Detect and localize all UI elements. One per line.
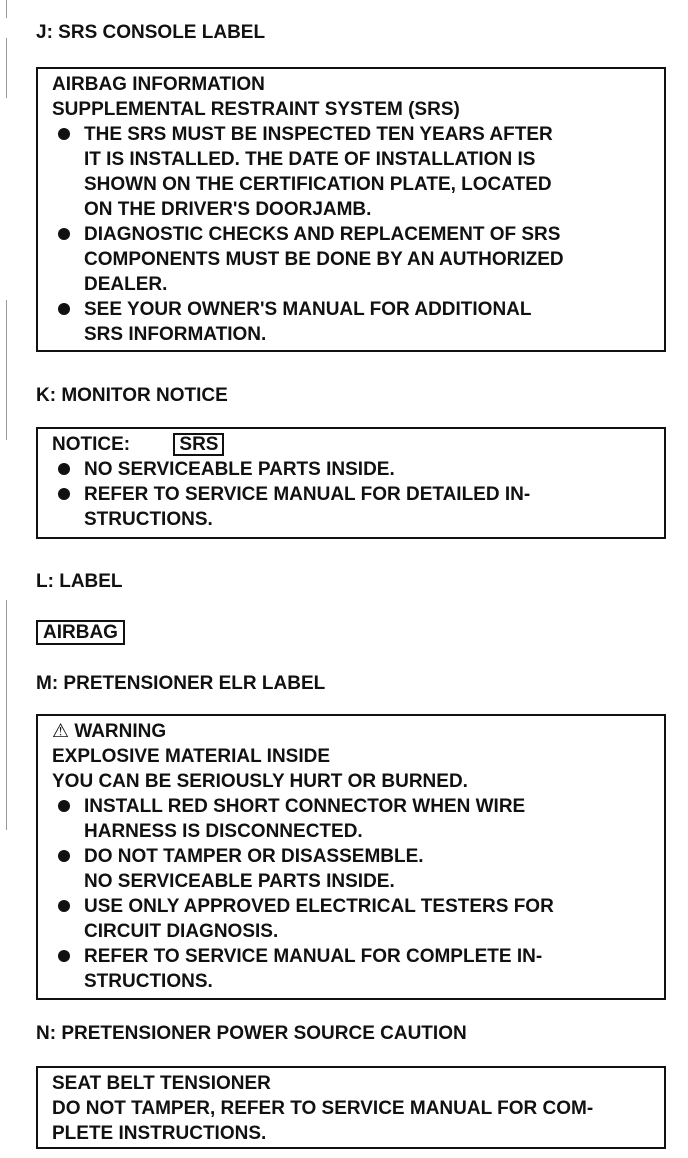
bullet-line: HARNESS IS DISCONNECTED. — [84, 821, 363, 842]
label-title: AIRBAG INFORMATION — [52, 74, 265, 95]
bullet-item — [52, 894, 656, 944]
bullet-item — [52, 297, 656, 347]
warning-title-row — [52, 719, 656, 744]
margin-rule — [6, 38, 7, 98]
bullet-line: THE SRS MUST BE INSPECTED TEN YEARS AFTER — [84, 124, 553, 145]
bullet-line: REFER TO SERVICE MANUAL FOR COMPLETE IN- — [84, 946, 543, 967]
bullet-item — [52, 944, 656, 994]
bullet-line: IT IS INSTALLED. THE DATE OF INSTALLATION IS — [84, 149, 536, 170]
bullet-line: NO SERVICEABLE PARTS INSIDE. — [84, 871, 395, 892]
bullet-line: DEALER. — [84, 274, 168, 295]
bullet-line: ON THE DRIVER'S DOORJAMB. — [84, 199, 372, 220]
notice-row — [52, 432, 656, 457]
margin-rule — [6, 600, 7, 830]
warning-line: YOU CAN BE SERIOUSLY HURT OR BURNED. — [52, 771, 468, 792]
margin-rule — [6, 0, 7, 18]
bullet-item — [52, 482, 656, 532]
bullet-line: STRUCTIONS. — [84, 971, 213, 992]
bullet-item — [52, 222, 656, 297]
bullet-line: USE ONLY APPROVED ELECTRICAL TESTERS FOR — [84, 896, 554, 917]
warning-line: EXPLOSIVE MATERIAL INSIDE — [52, 746, 331, 767]
bullet-line: INSTALL RED SHORT CONNECTOR WHEN WIRE — [84, 796, 526, 817]
bullet-item — [52, 794, 656, 844]
bullet-line: NO SERVICEABLE PARTS INSIDE. — [84, 459, 395, 480]
caution-line: SEAT BELT TENSIONER — [52, 1073, 271, 1094]
section-heading-n: N: PRETENSIONER POWER SOURCE CAUTION — [36, 1023, 467, 1044]
notice-label: NOTICE: — [52, 434, 131, 455]
bullet-item — [52, 122, 656, 222]
bullet-line: CIRCUIT DIAGNOSIS. — [84, 921, 279, 942]
section-heading-l: L: LABEL — [36, 571, 123, 592]
label-subtitle: SUPPLEMENTAL RESTRAINT SYSTEM (SRS) — [52, 99, 460, 120]
section-heading-m: M: PRETENSIONER ELR LABEL — [36, 673, 326, 694]
power-source-caution-box — [36, 1066, 666, 1149]
caution-line: DO NOT TAMPER, REFER TO SERVICE MANUAL FOR COM- — [52, 1098, 594, 1119]
warning-title: WARNING — [74, 721, 167, 742]
bullet-item — [52, 844, 656, 894]
srs-badge: SRS — [173, 433, 224, 456]
bullet-line: SRS INFORMATION. — [84, 324, 267, 345]
monitor-notice-box — [36, 427, 666, 539]
bullet-item — [52, 457, 656, 482]
section-heading-j: J: SRS CONSOLE LABEL — [36, 22, 266, 43]
pretensioner-warning-box — [36, 714, 666, 1000]
margin-rule — [6, 300, 7, 440]
bullet-line: COMPONENTS MUST BE DONE BY AN AUTHORIZED — [84, 249, 564, 270]
bullet-line: SEE YOUR OWNER'S MANUAL FOR ADDITIONAL — [84, 299, 532, 320]
srs-console-label-box — [36, 67, 666, 352]
section-heading-k: K: MONITOR NOTICE — [36, 385, 228, 406]
bullet-line: DIAGNOSTIC CHECKS AND REPLACEMENT OF SRS — [84, 224, 561, 245]
airbag-tag: AIRBAG — [36, 620, 125, 645]
warning-triangle-icon: ⚠ — [52, 721, 70, 742]
bullet-line: REFER TO SERVICE MANUAL FOR DETAILED IN- — [84, 484, 531, 505]
caution-line: PLETE INSTRUCTIONS. — [52, 1123, 267, 1144]
bullet-line: STRUCTIONS. — [84, 509, 213, 530]
bullet-line: SHOWN ON THE CERTIFICATION PLATE, LOCATED — [84, 174, 552, 195]
bullet-line: DO NOT TAMPER OR DISASSEMBLE. — [84, 846, 424, 867]
